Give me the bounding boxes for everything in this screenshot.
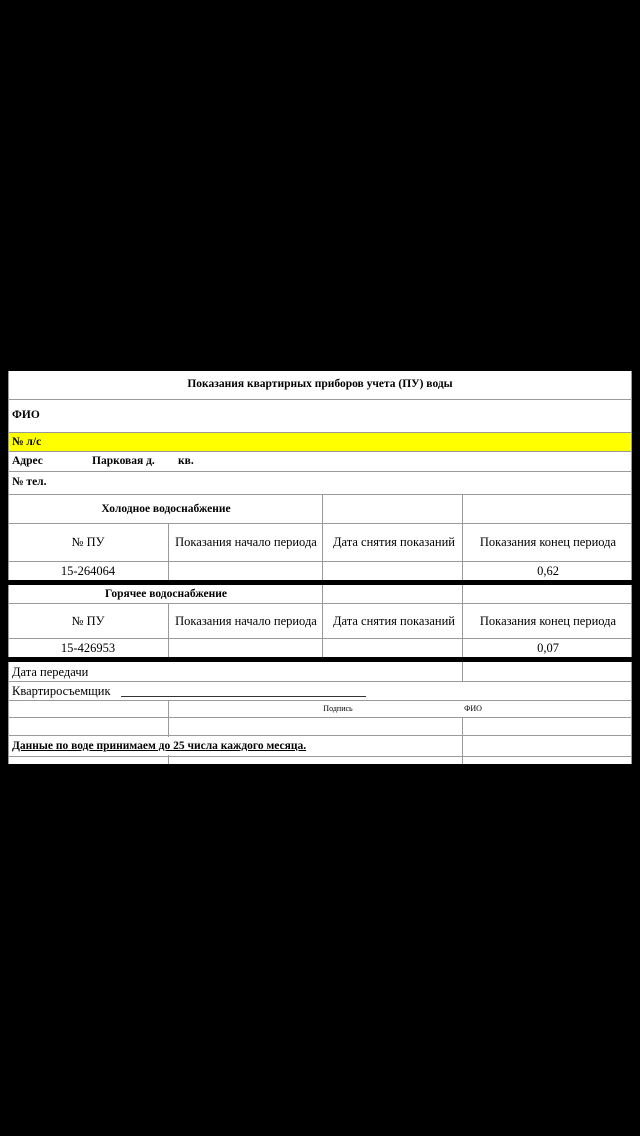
- cold-water-heading: Холодное водоснабжение: [101, 503, 231, 515]
- rule: [462, 523, 463, 580]
- rule: [8, 700, 632, 701]
- tenant-label: Квартиросъемщик: [12, 684, 111, 698]
- rule: [8, 756, 632, 757]
- address-label: Адрес: [12, 455, 43, 467]
- cold-reading-date: [324, 562, 462, 580]
- cold-header-end: Показания конец периода: [479, 535, 617, 549]
- rule: [462, 662, 463, 681]
- hot-header-end: Показания конец периода: [479, 614, 617, 628]
- tenant-signature-line: [121, 696, 366, 697]
- address-apartment: кв.: [178, 455, 194, 467]
- rule: [462, 603, 463, 657]
- rule: [322, 523, 323, 580]
- fio-caption: ФИО: [464, 704, 482, 713]
- rule: [462, 494, 463, 524]
- hot-reading-date: [324, 639, 462, 657]
- hot-header-start: Показания начало периода: [175, 614, 317, 628]
- hot-start-reading: [168, 639, 322, 657]
- cold-end-reading: 0,62: [537, 564, 559, 578]
- hot-header-meter: № ПУ: [71, 614, 105, 628]
- account-label: № л/с: [12, 436, 42, 448]
- deadline-notice: Данные по воде принимаем до 25 числа каждого месяца.: [12, 737, 452, 755]
- hot-water-heading: Горячее водоснабжение: [105, 588, 227, 600]
- submission-date-label: Дата передачи: [12, 665, 89, 679]
- cold-start-reading: [168, 562, 322, 580]
- cold-header-meter: № ПУ: [71, 535, 105, 549]
- meter-reading-form: [8, 371, 632, 764]
- cold-meter-number: 15-264064: [60, 564, 116, 578]
- rule: [8, 494, 632, 495]
- address-street: Парковая д.: [92, 455, 155, 467]
- cold-header-start: Показания начало периода: [175, 535, 317, 549]
- hot-header-date: Дата снятия показаний: [333, 614, 455, 628]
- cold-header-date: Дата снятия показаний: [333, 535, 455, 549]
- phone-label: № тел.: [12, 476, 47, 488]
- rule: [322, 494, 323, 524]
- rule: [322, 585, 323, 603]
- rule: [322, 603, 323, 657]
- rule: [8, 399, 632, 400]
- signature-caption: Подпись: [323, 704, 353, 713]
- hot-end-reading: 0,07: [537, 641, 559, 655]
- rule: [8, 717, 632, 718]
- rule: [8, 735, 632, 736]
- hot-meter-number: 15-426953: [60, 641, 116, 655]
- fio-label: ФИО: [12, 409, 40, 421]
- rule: [462, 585, 463, 603]
- hot-section-divider: [8, 657, 632, 662]
- form-title: Показания квартирных приборов учета (ПУ) воды: [187, 378, 453, 390]
